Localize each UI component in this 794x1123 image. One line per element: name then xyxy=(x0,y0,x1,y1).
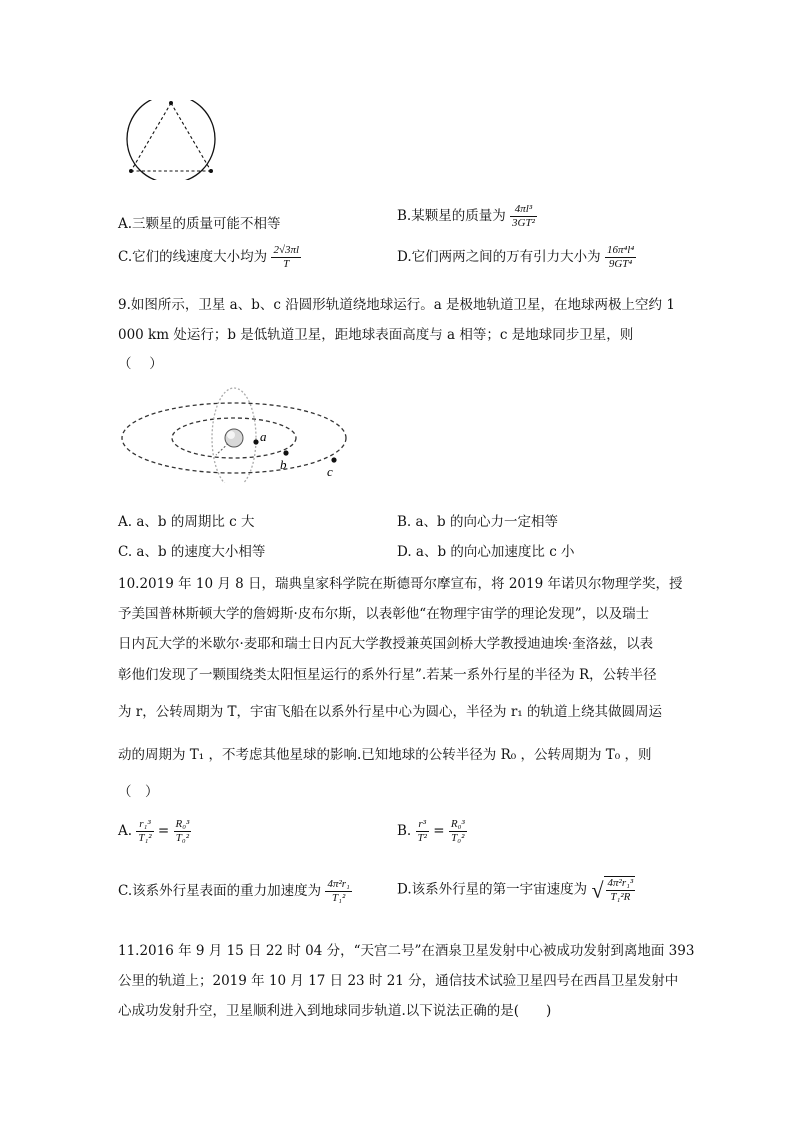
label-c: c xyxy=(327,464,333,479)
label-a: a xyxy=(260,429,267,444)
satellite-c-dot xyxy=(331,457,336,462)
satellite-b-dot xyxy=(283,450,288,455)
q10-option-d: D.该系外行星的第一宇宙速度为 √ $\frac{\text{4π²r₁³}}{\text{T₁²R}}$ xyxy=(397,877,634,903)
q11-line-3: 心成功发射升空，卫星顺利进入到地球同步轨道.以下说法正确的是( ) xyxy=(118,1003,552,1019)
earth-highlight xyxy=(227,431,235,439)
q10-option-c: C.该系外行星表面的重力加速度为 $\frac{\text{4π²r₁}}{\text{T₁²}}$ xyxy=(118,878,350,904)
q10-paren: （ ） xyxy=(118,784,159,800)
q9-paren: （ ） xyxy=(118,356,163,372)
orbit-circle xyxy=(127,100,215,180)
q10-line-1: 10.2019 年 10 月 8 日，瑞典皇家科学院在斯德哥尔摩宣布，将 2019 年诺贝尔物理学奖，授 xyxy=(118,576,683,592)
q10-line-3: 日内瓦大学的米歇尔·麦耶和瑞士日内瓦大学教授兼英国剑桥大学教授迪迪埃·奎洛兹，以表 xyxy=(118,636,654,652)
q10-option-a-lhs: $\frac{\text{r₁³}}{\text{T₁²}}$ xyxy=(138,818,152,844)
q8-option-b xyxy=(397,203,537,230)
q8-option-c xyxy=(118,244,301,271)
q11-line-1: 11.2016 年 9 月 15 日 22 时 04 分，“天宫二号”在酒泉卫星发射中心被成功发射到离地面 393 xyxy=(118,943,695,959)
q9-line-1: 9.如图所示，卫星 a、b、c 沿圆形轨道绕地球运行。a 是极地轨道卫星，在地球两极上空约 1 xyxy=(118,297,675,313)
q10-option-d-sqrt: √ $\frac{\text{4π²r₁³}}{\text{T₁²R}}$ xyxy=(591,877,634,903)
q9-line-2: 000 km 处运行；b 是低轨道卫星，距地球表面高度与 a 相等；c 是地球同步卫星，则 xyxy=(118,327,634,343)
q10-option-b-rhs: $\frac{\text{R₀³}}{\text{T₀²}}$ xyxy=(450,818,465,844)
q10-line-4: 彰他们发现了一颗围绕类太阳恒星运行的系外行星”.若某一系外行星的半径为 R，公转半径 xyxy=(118,667,657,683)
q10-line-6: 动的周期为 T₁ ，不考虑其他星球的影响.已知地球的公转半径为 R₀ ，公转周期为 T₀ ，则 xyxy=(118,747,652,763)
q10-line-5: 为 r，公转周期为 T，宇宙飞船在以系外行星中心为圆心，半径为 r₁ 的轨道上绕其做圆周运 xyxy=(118,704,662,720)
q9-option-b: B. a、b 的向心力一定相等 xyxy=(397,514,558,530)
star-dot xyxy=(209,169,213,173)
triangle-star-figure xyxy=(120,100,220,180)
label-b: b xyxy=(280,457,287,472)
q9-option-d: D. a、b 的向心加速度比 c 小 xyxy=(397,544,575,560)
q8-option-c-fraction: $\frac{2√3\pi l}{T}$ xyxy=(273,244,300,270)
q10-option-a: A. $\frac{\text{r₁³}}{\text{T₁²}}$ = $\frac{\text{R₀³}}{\text{T₀²}}$ xyxy=(118,818,190,844)
triangle-side xyxy=(171,103,211,171)
q8-option-d-fraction: $\frac{\text{16π⁴l⁴}}{\text{9GT⁴}}$ xyxy=(606,244,635,270)
q10-option-b-lhs: $\frac{\text{r³}}{\text{T²}}$ xyxy=(417,818,427,844)
q9-option-a: A. a、b 的周期比 c 大 xyxy=(118,514,255,530)
satellite-orbit-figure xyxy=(118,383,358,483)
q8-option-a: A.三颗星的质量可能不相等 xyxy=(118,216,281,232)
q8-option-b-text: B.某颗星的质量为 xyxy=(397,208,506,224)
q8-option-b-fraction: $\frac{\text{4πl³}}{\text{3GT²}}$ xyxy=(512,203,535,229)
q8-option-d-text: D.它们两两之间的万有引力大小为 xyxy=(397,249,601,265)
star-dot xyxy=(129,169,133,173)
q10-line-2: 予美国普林斯顿大学的詹姆斯·皮布尔斯，以表彰他“在物理宇宙学的理论发现”，以及瑞士 xyxy=(118,606,650,622)
q10-option-b: B. $\frac{\text{r³}}{\text{T²}}$ = $\frac{\text{R₀³}}{\text{T₀²}}$ xyxy=(397,818,465,844)
q8-option-d xyxy=(397,244,636,271)
earth-icon xyxy=(225,429,243,447)
star-dot xyxy=(169,101,173,105)
q8-option-c-text: C.它们的线速度大小均为 xyxy=(118,249,268,265)
q9-option-c: C. a、b 的速度大小相等 xyxy=(118,544,266,560)
q10-option-a-rhs: $\frac{\text{R₀³}}{\text{T₀²}}$ xyxy=(175,818,190,844)
q10-option-c-fraction: $\frac{\text{4π²r₁}}{\text{T₁²}}$ xyxy=(327,878,350,904)
q11-line-2: 公里的轨道上；2019 年 10 月 17 日 23 时 21 分，通信技术试验卫星四号在西昌卫星发射中 xyxy=(118,973,679,989)
triangle-side xyxy=(131,103,171,171)
satellite-a-dot xyxy=(253,439,258,444)
